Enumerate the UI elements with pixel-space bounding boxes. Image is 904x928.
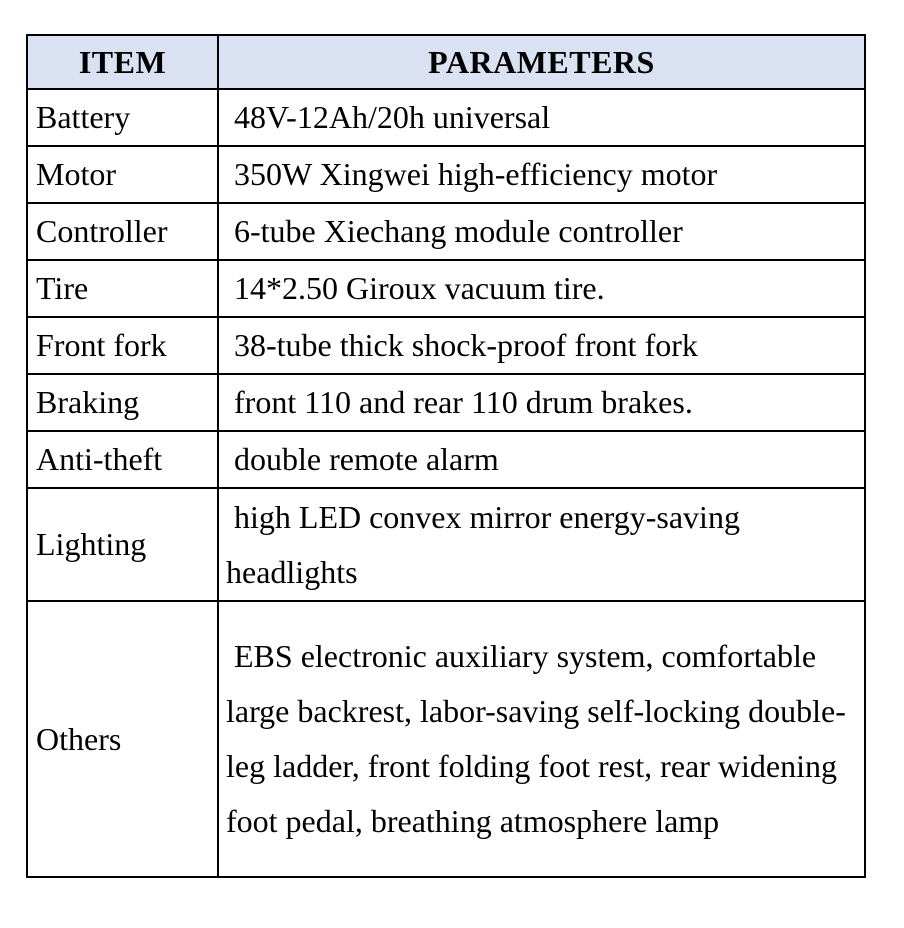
row-item-tire: Tire [27,260,218,317]
row-item-battery: Battery [27,89,218,146]
table-row [27,89,865,146]
row-param-front-fork: 38-tube thick shock-proof front fork [218,317,865,374]
row-item-braking: Braking [27,374,218,431]
row-param-braking: front 110 and rear 110 drum brakes. [218,374,865,431]
row-param-lighting: high LED convex mirror energy-saving headlights [218,488,865,601]
row-item-motor: Motor [27,146,218,203]
header-row [27,35,865,89]
table-row [27,431,865,488]
row-item-lighting: Lighting [27,488,218,601]
table-row [27,374,865,431]
table-row [27,203,865,260]
row-item-front-fork: Front fork [27,317,218,374]
spec-table [26,34,866,878]
row-param-anti-theft: double remote alarm [218,431,865,488]
row-param-tire: 14*2.50 Giroux vacuum tire. [218,260,865,317]
table-row [27,488,865,601]
table-row [27,146,865,203]
header-parameters: PARAMETERS [218,35,865,89]
table-row [27,601,865,877]
row-item-others: Others [27,601,218,877]
row-item-controller: Controller [27,203,218,260]
row-param-others: EBS electronic auxiliary system, comfortable large backrest, labor-saving self-locking double-leg ladder, front folding foot rest, rear widening foot pedal, breathing atmosphere lamp [218,601,865,877]
row-param-controller: 6-tube Xiechang module controller [218,203,865,260]
table-row [27,260,865,317]
header-item: ITEM [27,35,218,89]
row-param-motor: 350W Xingwei high-efficiency motor [218,146,865,203]
table-row [27,317,865,374]
row-item-anti-theft: Anti-theft [27,431,218,488]
row-param-battery: 48V-12Ah/20h universal [218,89,865,146]
